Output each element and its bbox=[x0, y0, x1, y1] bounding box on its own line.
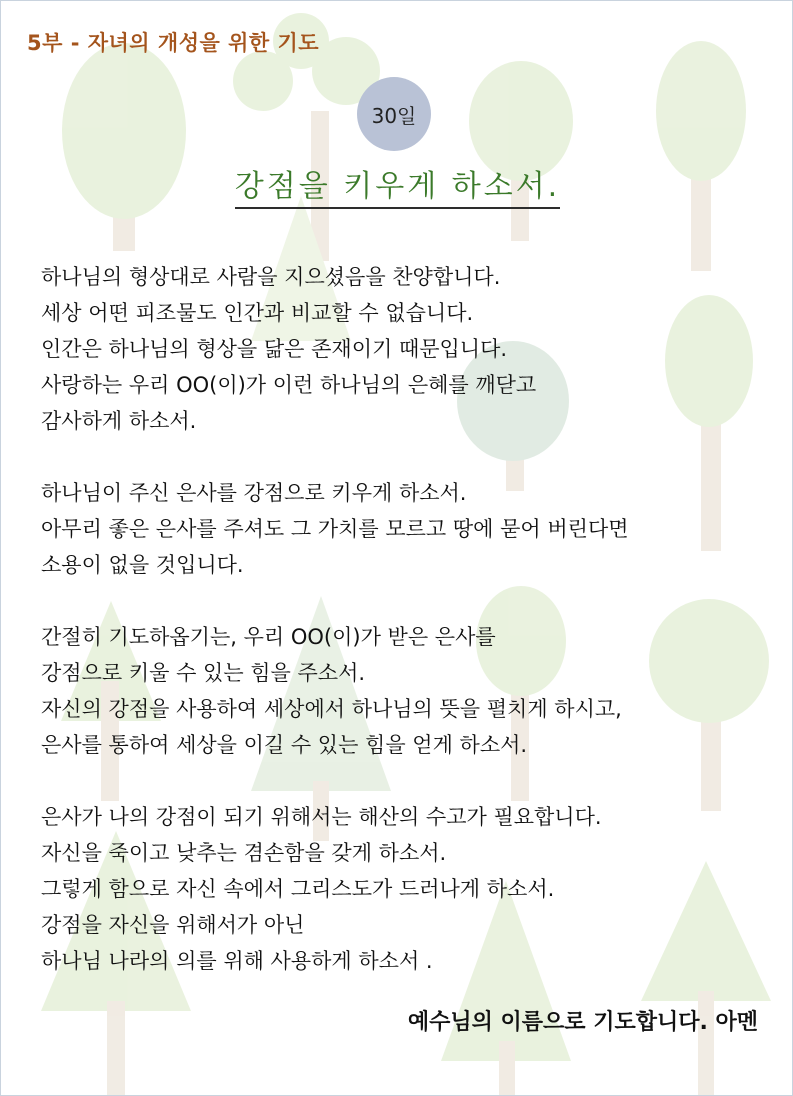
title-container bbox=[1, 161, 793, 209]
paragraph-line: 강점을 자신을 위해서가 아닌 bbox=[41, 913, 305, 937]
paragraph-1 bbox=[41, 259, 761, 439]
paragraph-line: 자신의 강점을 사용하여 세상에서 하나님의 뜻을 펼치게 하시고, bbox=[41, 697, 622, 721]
paragraph-line: 강점으로 키울 수 있는 힘을 주소서. bbox=[41, 661, 366, 685]
paragraph-line: 소용이 없을 것입니다. bbox=[41, 553, 244, 577]
paragraph-line: 하나님의 형상대로 사람을 지으셨음을 찬양합니다. bbox=[41, 265, 501, 289]
paragraph-line: 은사가 나의 강점이 되기 위해서는 해산의 수고가 필요합니다. bbox=[41, 805, 602, 829]
paragraph-line: 사랑하는 우리 OO(이)가 이런 하나님의 은혜를 깨닫고 bbox=[41, 373, 537, 397]
section-header: 5부 - 자녀의 개성을 위한 기도 bbox=[27, 31, 320, 55]
prayer-body bbox=[41, 259, 761, 1015]
paragraph-line: 세상 어떤 피조물도 인간과 비교할 수 없습니다. bbox=[41, 301, 474, 325]
paragraph-line: 은사를 통하여 세상을 이길 수 있는 힘을 얻게 하소서. bbox=[41, 733, 528, 757]
day-label: 30일 bbox=[371, 103, 417, 128]
paragraph-line: 하나님 나라의 의를 위해 사용하게 하소서 . bbox=[41, 949, 433, 973]
paragraph-line: 하나님이 주신 은사를 강점으로 키우게 하소서. bbox=[41, 481, 467, 505]
day-badge bbox=[357, 77, 431, 151]
paragraph-line: 자신을 죽이고 낮추는 겸손함을 갖게 하소서. bbox=[41, 841, 447, 865]
paragraph-3 bbox=[41, 619, 761, 763]
paragraph-line: 간절히 기도하옵기는, 우리 OO(이)가 받은 은사를 bbox=[41, 625, 496, 649]
paragraph-line: 인간은 하나님의 형상을 닮은 존재이기 때문입니다. bbox=[41, 337, 508, 361]
paragraph-line: 아무리 좋은 은사를 주셔도 그 가치를 모르고 땅에 묻어 버린다면 bbox=[41, 517, 629, 541]
paragraph-line: 그렇게 함으로 자신 속에서 그리스도가 드러나게 하소서. bbox=[41, 877, 555, 901]
paragraph-4 bbox=[41, 799, 761, 979]
prayer-title: 강점을 키우게 하소서. bbox=[235, 161, 560, 209]
paragraph-line: 감사하게 하소서. bbox=[41, 409, 197, 433]
paragraph-2 bbox=[41, 475, 761, 583]
closing-amen: 예수님의 이름으로 기도합니다. 아멘 bbox=[407, 1010, 758, 1035]
